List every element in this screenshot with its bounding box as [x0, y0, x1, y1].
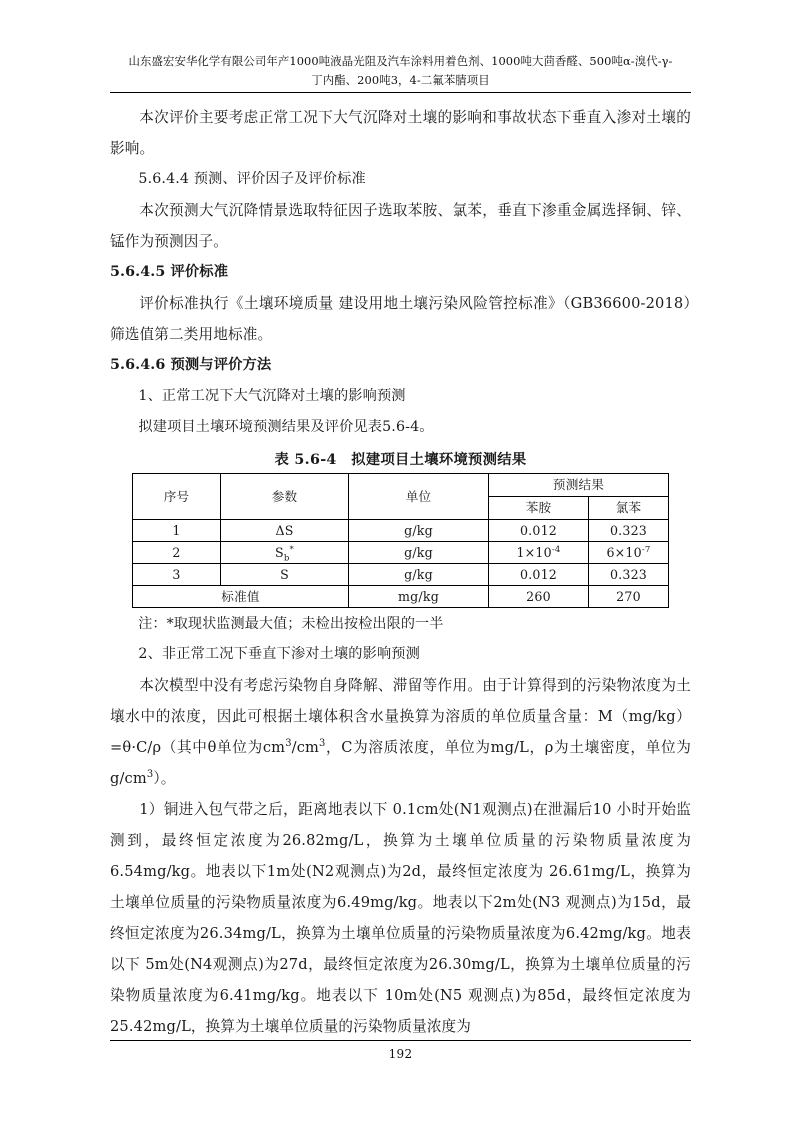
cell-result-chlorobenzene-value: 0.323 — [609, 566, 648, 582]
table-header-result-chlorobenzene: 氯苯 — [589, 497, 669, 520]
cell-result-aniline — [489, 564, 589, 586]
table-caption: 表 5.6-4 拟建项目土壤环境预测结果 — [274, 452, 527, 468]
cell-result-aniline-value: 1×10 — [516, 544, 552, 560]
cell-result-chlorobenzene-value: 6×10 — [606, 544, 642, 560]
cell-standard-label: 标准值 — [133, 586, 349, 608]
paragraph-item-2: 2、非正常工况下垂直下渗对土壤的影响预测 — [138, 646, 420, 662]
formula-part-a: M（mg/kg）=θ·C/ρ（其中θ单位为cm — [110, 708, 691, 756]
running-header-line-1: 山东盛宏安华化学有限公司年产1000吨液晶光阻及汽车涂料用着色剂、1000吨大茴香醛、500吨α-溴代-γ- — [128, 54, 673, 68]
paragraph-model-description — [110, 670, 691, 794]
formula-exponent-2: 3 — [319, 738, 326, 750]
table-row — [133, 542, 669, 564]
formula-part-b: /cm — [291, 739, 320, 756]
page-footer — [110, 1040, 691, 1061]
paragraph-model-text: 本次模型中没有考虑污染物自身降解、滞留等作用。由于计算得到的污染物浓度为土壤水中的浓度，因此可根据土壤体积含水量换算为溶质的单位质量含量： — [110, 677, 691, 725]
cell-result-chlorobenzene-value: 0.323 — [609, 522, 648, 538]
cell-param — [221, 520, 349, 542]
paragraph-table-reference: 拟建项目土壤环境预测结果及评价见表5.6-4。 — [138, 419, 434, 435]
table-header-result-aniline: 苯胺 — [489, 497, 589, 520]
table-header-seq: 序号 — [133, 474, 221, 520]
heading-5-6-4-6: 5.6.4.6 预测与评价方法 — [110, 357, 272, 373]
formula-exponent-3: 3 — [146, 769, 154, 781]
cell-result-aniline — [489, 542, 589, 564]
cell-result-aniline-value: 0.012 — [519, 522, 558, 538]
cell-result-aniline-exponent: -4 — [551, 544, 561, 555]
cell-result-chlorobenzene-exponent: -7 — [641, 544, 651, 555]
cell-param-text: S — [280, 566, 289, 582]
cell-result-chlorobenzene — [589, 564, 669, 586]
soil-prediction-table — [132, 473, 669, 608]
formula-exponent-1: 3 — [285, 738, 292, 750]
table-row — [133, 564, 669, 586]
table-row-standard-value — [133, 586, 669, 608]
cell-param-text: ΔS — [275, 522, 294, 538]
cell-result-chlorobenzene — [589, 520, 669, 542]
cell-param-footnote-mark: * — [289, 544, 294, 555]
heading-5-6-4-5: 5.6.4.5 评价标准 — [110, 264, 229, 280]
paragraph-copper-monitoring: 1）铜进入包气带之后，距离地表以下 0.1cm处(N1观测点)在泄漏后10 小时开始监测到，最终恒定浓度为26.82mg/L，换算为土壤单位质量的污染物质量浓度为 6.54mg/kg。地表以下1m处(N2观测点)为2d，最终恒定浓度为 26.61mg/L，换算为土壤单位质量的污染物质量浓度为6.49mg/kg。地表以下2m处(N3 观测点)为15d，最终恒定浓度为26.34mg/L，换算为土壤单位质量的污染物质量浓度为6.42mg/kg。地表以下 5m处(N4观测点)为27d，最终恒定浓度为26.30mg/L，换算为土壤单位质量的污染物质量浓度为6.41mg/kg。地表以下 10m处(N5 观测点)为85d，最终恒定浓度为25.42mg/L，换算为土壤单位质量的污染物质量浓度为 — [110, 801, 691, 1035]
table-header-unit: 单位 — [349, 474, 489, 520]
cell-standard-aniline: 260 — [489, 586, 589, 608]
cell-unit: g/kg — [349, 542, 489, 564]
footer-divider — [110, 1040, 691, 1041]
cell-param-text: S — [275, 544, 284, 560]
paragraph-evaluation-standard: 评价标准执行《土壤环境质量 建设用地土壤污染风险管控标准》（GB36600-2018）筛选值第二类用地标准。 — [110, 295, 691, 343]
cell-result-chlorobenzene — [589, 542, 669, 564]
formula-part-c: ，C为溶质浓度，单位为mg/L，ρ为土壤密度，单位为 g/cm — [110, 739, 692, 787]
cell-seq: 2 — [133, 542, 221, 564]
cell-param-subscript: b — [283, 553, 290, 564]
running-header-line-2: 丁内酯、200吨3，4-二氟苯腈项目 — [311, 72, 490, 87]
cell-unit: g/kg — [349, 520, 489, 542]
header-divider — [110, 92, 691, 93]
cell-standard-unit: mg/kg — [349, 586, 489, 608]
formula-part-d: ）。 — [153, 770, 176, 787]
cell-standard-chlorobenzene: 270 — [589, 586, 669, 608]
table-footnote: 注：*取现状监测最大值；未检出按检出限的一半 — [138, 616, 444, 632]
cell-seq: 3 — [133, 564, 221, 586]
cell-param — [221, 564, 349, 586]
running-header — [110, 52, 691, 89]
cell-unit: g/kg — [349, 564, 489, 586]
table-header-result-group: 预测结果 — [489, 474, 669, 497]
table-header-param: 参数 — [221, 474, 349, 520]
table-row — [133, 520, 669, 542]
page-number: 192 — [388, 1047, 413, 1061]
heading-5-6-4-4: 5.6.4.4 预测、评价因子及评价标准 — [138, 171, 366, 187]
cell-result-aniline-value: 0.012 — [519, 566, 558, 582]
paragraph-scope-intro: 本次评价主要考虑正常工况下大气沉降对土壤的影响和事故状态下垂直入渗对土壤的影响。 — [110, 109, 691, 157]
cell-param — [221, 542, 349, 564]
cell-seq: 1 — [133, 520, 221, 542]
cell-result-aniline — [489, 520, 589, 542]
table-header-row-1 — [133, 474, 669, 497]
paragraph-prediction-factors: 本次预测大气沉降情景选取特征因子选取苯胺、氯苯，垂直下渗重金属选择铜、锌、锰作为预测因子。 — [110, 202, 691, 250]
paragraph-item-1: 1、正常工况下大气沉降对土壤的影响预测 — [138, 388, 406, 404]
